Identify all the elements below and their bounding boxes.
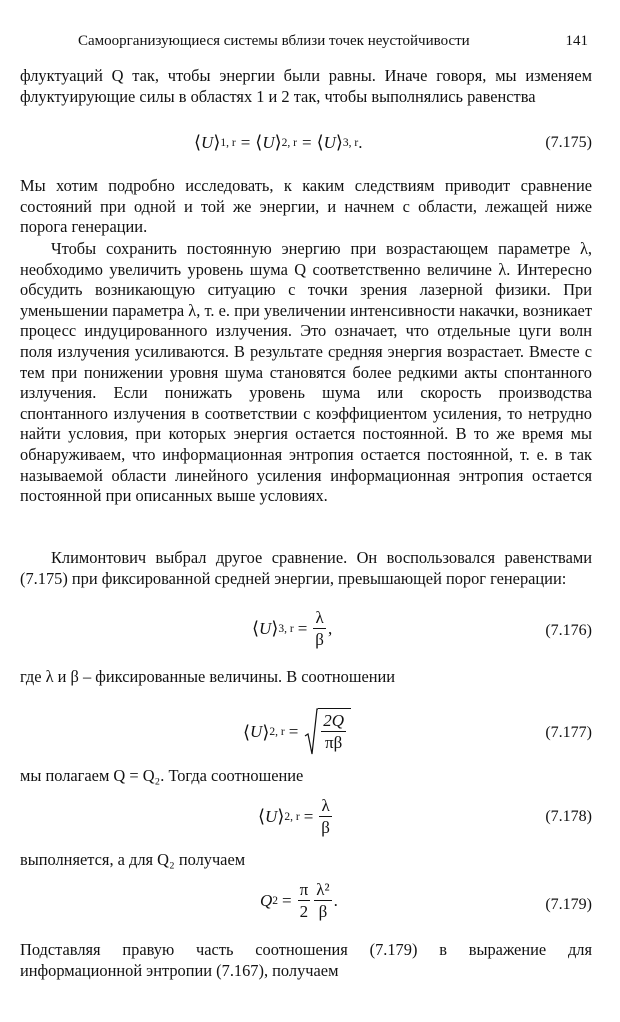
equation-body: Q 2 = $\frac{\pi}{2}$ $\frac{\text{λ²}}{\beta}$ . (260, 880, 338, 921)
equation-body: ⟨ U ⟩ 3, r = $\frac{\lambda}{\beta}$ , (252, 608, 333, 649)
subscript: 3, r (278, 622, 294, 635)
subscript: 2, r (281, 136, 297, 149)
equation-7-175 (20, 130, 592, 160)
equation-7-179 (20, 880, 592, 930)
equation-7-178 (20, 796, 592, 844)
equation-number: (7.175) (545, 134, 592, 151)
equation-body: ⟨ U ⟩ 2, r = $\frac{\lambda}{\beta}$ (258, 796, 330, 837)
equation-7-177 (20, 706, 592, 760)
equation-body: ⟨ U ⟩ 1, r = ⟨ U ⟩ 2, r = ⟨ U ⟩ 3, r . (194, 132, 363, 152)
paragraph-7: выполняется, а для Q₂ получаем (20, 850, 246, 869)
subscript: 2, r (269, 726, 285, 738)
page-number: 141 (565, 33, 588, 49)
paragraph-8: Подставляя правую часть соотношения (7.179) в выражение для информационной энтропии (7.167), получаем (20, 940, 592, 980)
fraction: $\frac{\lambda}{\beta}$ (321, 796, 330, 837)
fraction: $\frac{\pi}{2}$ (299, 880, 309, 921)
equation-number: (7.179) (545, 896, 592, 913)
fraction: $\frac{2Q}{\pi\beta}$ (323, 711, 345, 752)
subscript: 2 (272, 894, 279, 907)
paragraph-4: Климонтович выбрал другое сравнение. Он воспользовался равенствами (7.175) при фиксированной средней энергии, превышающей порог генерации: (20, 548, 592, 588)
paragraph-3: Чтобы сохранить постоянную энергию при возрастающем параметре λ, необходимо увеличить уровень шума Q соответственно величине λ. Интересно обсудить возникающую ситуацию с точки зрения лазерной физики. При уменьшении параметра λ, т. е. при увеличении интенсивности накачки, возникает процесс индуцированного излучения. Это означает, что отдельные цуги волн поля излучения усиливаются. В результате средняя энергия возрастает. Вместе с тем при понижении уровня шума становятся более редкими акты спонтанного излучения. Если понижать уровень шума или скорость производства спонтанного излучения в соответствии с коэффициентом усиления, то нетрудно найти условия, при которых энергия остается постоянной. В то же время мы обнаруживаем, что информационная энтропия остается постоянной, т. е. в так называемой области линейного усиления информационная энтропия остается постоянной при описанных выше условиях. (20, 239, 592, 506)
equation-body: ⟨ U ⟩ 2, r = $\frac{2Q}{\pi\beta}$ (243, 708, 351, 756)
equation-7-176 (20, 608, 592, 656)
paragraph-6: мы полагаем Q = Q₂. Тогда соотношение (20, 766, 304, 785)
paragraph-1: флуктуаций Q так, чтобы энергии были равны. Иначе говоря, мы изменяем флуктуирующие силы в областях 1 и 2 так, чтобы выполнялись равенства (20, 66, 592, 106)
equation-number: (7.178) (545, 808, 592, 825)
subscript: 3, r (342, 136, 359, 149)
fraction: $\frac{\lambda}{\beta}$ (315, 608, 324, 649)
equation-number: (7.176) (545, 622, 592, 639)
equation-number: (7.177) (545, 724, 592, 741)
radical-sign-icon (304, 708, 318, 756)
fraction: $\frac{\text{λ²}}{\beta}$ (316, 880, 330, 921)
running-title: Самоорганизующиеся системы вблизи точек неустойчивости (78, 33, 470, 49)
running-header (78, 30, 588, 52)
subscript: 2, r (284, 810, 300, 823)
square-root (304, 708, 351, 756)
subscript: 1, r (220, 136, 236, 149)
paragraph-2: Мы хотим подробно исследовать, к каким следствиям приводит сравнение состояний при одной и той же энергии, и начнем с области, лежащей ниже порога генерации. (20, 176, 592, 237)
paragraph-5: где λ и β – фиксированные величины. В соотношении (20, 667, 396, 686)
